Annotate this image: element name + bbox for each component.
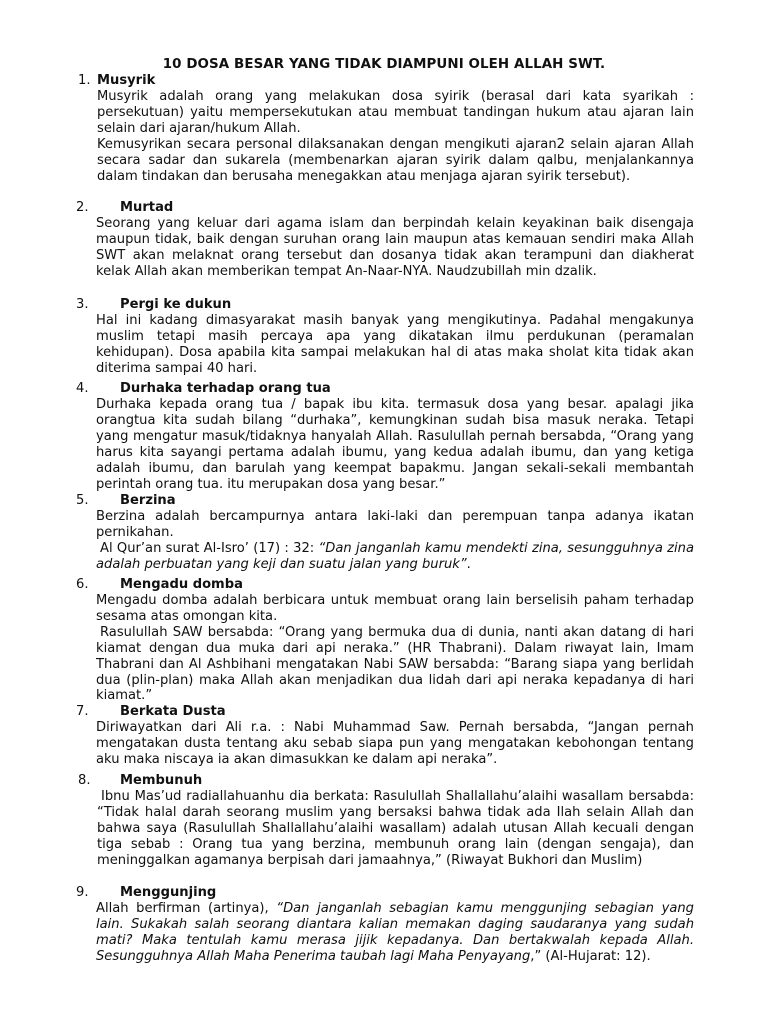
item-body (96, 720, 694, 768)
item-number: 6. (76, 577, 89, 592)
item-number: 9. (76, 885, 89, 900)
paragraph: Seorang yang keluar dari agama islam dan berpindah kelain keyakinan baik disengaja maupun tidak, baik dengan suruhan orang lain maupun atas kemauan sendiri maka Allah SWT akan melaknat orang tersebut dan dosanya tidak akan terampuni dan diakherat kelak Allah akan memberikan tempat An-Naar-NYA. Naudzubillah min dzalik. (96, 216, 694, 279)
item-body (97, 789, 694, 869)
quote-end: . (466, 556, 471, 572)
paragraph: Berzina adalah bercampurnya antara laki-laki dan perempuan tanpa adanya ikatan pernikahan. (96, 509, 694, 540)
item-number: 5. (76, 493, 89, 508)
item-heading: Murtad (120, 200, 174, 215)
item-body (96, 313, 694, 377)
document-title: 10 DOSA BESAR YANG TIDAK DIAMPUNI OLEH ALLAH SWT. (162, 57, 606, 72)
quote-text: “Dan janganlah kamu mendekti zina, sesungguhnya zina adalah perbuatan yang keji dan suatu jalan yang buruk” (96, 540, 695, 572)
item-heading: Mengadu domba (120, 577, 243, 592)
item-body (96, 216, 694, 280)
quote-intro: Al Qur’an surat Al-Isro’ (17) : 32: (100, 540, 319, 556)
item-number: 2. (76, 200, 89, 215)
item-body (96, 509, 694, 573)
item-body (96, 397, 694, 492)
item-number: 3. (76, 297, 89, 312)
item-heading: Berzina (120, 493, 176, 508)
paragraph: Durhaka kepada orang tua / bapak ibu kita. termasuk dosa yang besar. apalagi jika orangtua kita sudah bilang “durhaka”, kemungkinan sudah bisa masuk neraka. Tetapi yang mengatur masuk/tidaknya hanyalah Allah. Rasulullah pernah bersabda, “Orang yang harus kita sayangi pertama adalah ibumu, yang kedua adalah ibumu, dan yang ketiga adalah ibumu, dan barulah yang keempat bapakmu. Jangan sekali-sekali membantah perintah orang tua. itu merupakan dosa yang besar.” (96, 397, 694, 492)
item-heading: Pergi ke dukun (120, 297, 232, 312)
paragraph: Rasulullah SAW bersabda: “Orang yang bermuka dua di dunia, nanti akan datang di hari kiamat dengan dua muka dari api neraka.” (HR Thabrani). Dalam riwayat lain, Imam Thabrani dan Al Ashbihani mengatakan Nabi SAW bersabda: “Barang siapa yang berlidah dua (plin-plan) maka Allah akan menjadikan dua lidah dari api neraka kepadanya di hari kiamat.” (96, 624, 694, 704)
item-body (96, 901, 694, 965)
item-heading: Berkata Dusta (120, 704, 226, 719)
item-number: 7. (76, 704, 89, 719)
paragraph: Musyrik adalah orang yang melakukan dosa syirik (berasal dari kata syarikah : persekutuan) yaitu mempersekutukan atau membuat tandingan hukum atau ajaran lain selain dari ajaran/hukum Allah. (97, 89, 694, 136)
paragraph: Hal ini kadang dimasyarakat masih banyak yang mengikutinya. Padahal mengakunya muslim tetapi masih percaya apa yang dikatakan ilmu perdukunan (peramalan kehidupan). Dosa apabila kita sampai melakukan hal di atas maka sholat kita tidak akan diterima sampai 40 hari. (96, 313, 694, 376)
item-number: 1. (78, 73, 91, 88)
item-heading: Membunuh (120, 773, 203, 788)
quote-end: ,” (Al-Hujarat: 12). (530, 948, 651, 964)
paragraph: Mengadu domba adalah berbicara untuk membuat orang lain berselisih paham terhadap sesama atas omongan kita. (96, 593, 694, 624)
item-heading: Durhaka terhadap orang tua (120, 381, 331, 396)
item-heading: Musyrik (97, 73, 156, 88)
quran-quote (96, 541, 694, 573)
item-number: 8. (78, 773, 91, 788)
quote-text: “Dan janganlah sebagian kamu menggunjing sebagian yang lain. Sukakah salah seorang diantara kalian memakan daging saudaranya yang sudah mati? Maka tentulah kamu merasa jijik kepadanya. Dan bertakwalah kepada Allah. Sesungguhnya Allah Maha Penerima taubah lagi Maha Penyayang (96, 901, 694, 964)
quran-quote (96, 901, 694, 965)
item-heading: Menggunjing (120, 885, 217, 900)
quote-intro: Allah berfirman (artinya), (96, 901, 277, 916)
item-number: 4. (76, 381, 89, 396)
paragraph: Diriwayatkan dari Ali r.a. : Nabi Muhammad Saw. Pernah bersabda, “Jangan pernah mengatakan dusta tentang aku sebab siapa pun yang mengatakan kebohongan tentang aku maka niscaya ia akan dimasukkan ke dalam api neraka”. (96, 720, 694, 767)
item-body (96, 593, 694, 704)
paragraph: Kemusyrikan secara personal dilaksanakan dengan mengikuti ajaran2 selain ajaran Allah secara sadar dan sukarela (membenarkan ajaran syirik dalam qalbu, menjalankannya dalam tindakan dan berusaha menegakkan atau menjaga ajaran syirik tersebut). (97, 136, 694, 184)
item-body (97, 89, 694, 184)
paragraph: Ibnu Mas’ud radiallahuanhu dia berkata: Rasulullah Shallallahu’alaihi wasallam bersabda: “Tidak halal darah seorang muslim yang bersaksi bahwa tidak ada Ilah selain Allah dan bahwa saya (Rasulullah Shallallahu’alaihi wasallam) adalah utusan Allah kecuali dengan tiga sebab : Orang tua yang berzina, membunuh orang lain (dengan sengaja), dan meninggalkan agamanya berpisah dari jamaahnya,” (Riwayat Bukhori dan Muslim) (97, 789, 694, 868)
